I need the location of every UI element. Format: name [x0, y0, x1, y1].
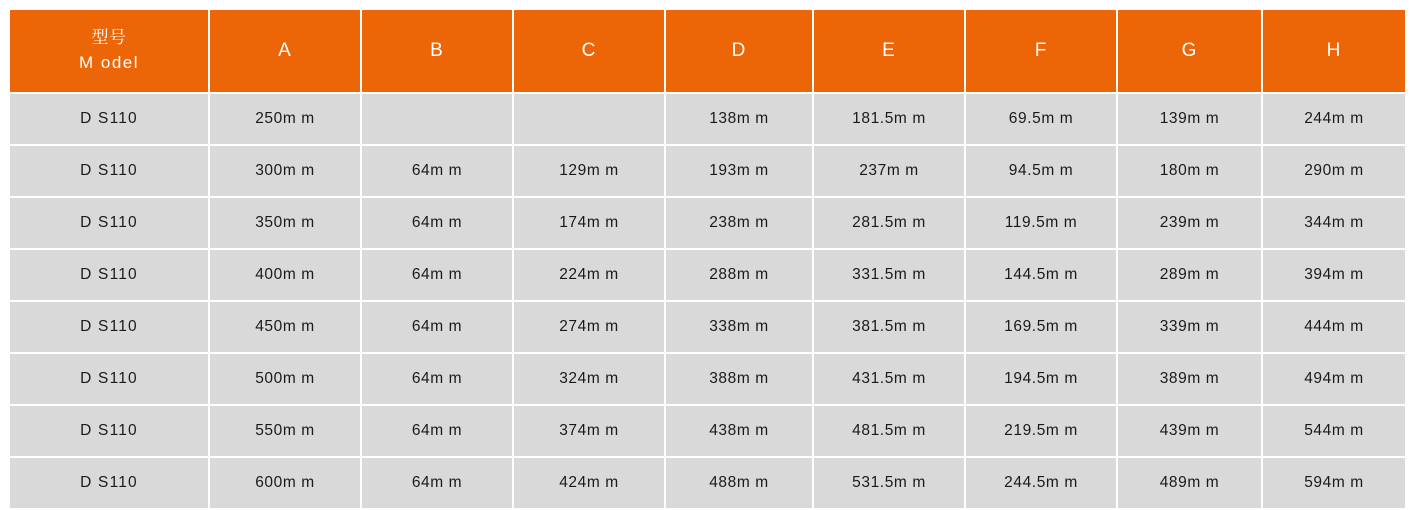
- cell-d: 388m m: [665, 353, 813, 405]
- table-row: [9, 353, 1406, 405]
- cell-c: 274m m: [513, 301, 665, 353]
- cell-h: 444m m: [1262, 301, 1406, 353]
- cell-d: 488m m: [665, 457, 813, 509]
- cell-g: 180m m: [1117, 145, 1262, 197]
- column-header-c: C: [513, 9, 665, 93]
- table-row: [9, 457, 1406, 509]
- column-header-model: [9, 9, 209, 93]
- cell-model: D S110: [9, 405, 209, 457]
- cell-h: 394m m: [1262, 249, 1406, 301]
- cell-d: 238m m: [665, 197, 813, 249]
- cell-e: 531.5m m: [813, 457, 965, 509]
- cell-f: 144.5m m: [965, 249, 1117, 301]
- specification-table: [8, 8, 1407, 510]
- table-row: [9, 301, 1406, 353]
- table-header-row: [9, 9, 1406, 93]
- cell-g: 389m m: [1117, 353, 1262, 405]
- cell-c: 374m m: [513, 405, 665, 457]
- cell-h: 594m m: [1262, 457, 1406, 509]
- cell-e: 381.5m m: [813, 301, 965, 353]
- cell-a: 550m m: [209, 405, 361, 457]
- cell-b: 64m m: [361, 405, 513, 457]
- cell-b: 64m m: [361, 457, 513, 509]
- cell-g: 239m m: [1117, 197, 1262, 249]
- cell-g: 339m m: [1117, 301, 1262, 353]
- cell-h: 544m m: [1262, 405, 1406, 457]
- cell-f: 194.5m m: [965, 353, 1117, 405]
- column-header-b: B: [361, 9, 513, 93]
- cell-f: 244.5m m: [965, 457, 1117, 509]
- column-header-a: A: [209, 9, 361, 93]
- cell-model: D S110: [9, 145, 209, 197]
- cell-a: 500m m: [209, 353, 361, 405]
- cell-e: 431.5m m: [813, 353, 965, 405]
- cell-model: D S110: [9, 93, 209, 145]
- cell-c: 424m m: [513, 457, 665, 509]
- table-row: [9, 145, 1406, 197]
- cell-g: 439m m: [1117, 405, 1262, 457]
- cell-a: 400m m: [209, 249, 361, 301]
- cell-a: 600m m: [209, 457, 361, 509]
- cell-c: [513, 93, 665, 145]
- cell-d: 338m m: [665, 301, 813, 353]
- cell-f: 69.5m m: [965, 93, 1117, 145]
- cell-h: 244m m: [1262, 93, 1406, 145]
- cell-b: 64m m: [361, 145, 513, 197]
- table-row: [9, 197, 1406, 249]
- column-header-e: E: [813, 9, 965, 93]
- cell-d: 138m m: [665, 93, 813, 145]
- table-row: [9, 249, 1406, 301]
- cell-f: 119.5m m: [965, 197, 1117, 249]
- column-header-h: H: [1262, 9, 1406, 93]
- table-header: [9, 9, 1406, 93]
- cell-h: 344m m: [1262, 197, 1406, 249]
- column-header-g: G: [1117, 9, 1262, 93]
- cell-model: D S110: [9, 197, 209, 249]
- cell-c: 174m m: [513, 197, 665, 249]
- cell-b: [361, 93, 513, 145]
- column-header-model-cn: 型号: [91, 28, 127, 48]
- cell-b: 64m m: [361, 301, 513, 353]
- cell-a: 300m m: [209, 145, 361, 197]
- cell-b: 64m m: [361, 353, 513, 405]
- cell-model: D S110: [9, 301, 209, 353]
- cell-e: 331.5m m: [813, 249, 965, 301]
- cell-c: 129m m: [513, 145, 665, 197]
- cell-f: 94.5m m: [965, 145, 1117, 197]
- cell-e: 481.5m m: [813, 405, 965, 457]
- cell-g: 289m m: [1117, 249, 1262, 301]
- cell-model: D S110: [9, 353, 209, 405]
- cell-c: 324m m: [513, 353, 665, 405]
- table-body: [9, 93, 1406, 509]
- cell-model: D S110: [9, 249, 209, 301]
- column-header-model-en: M odel: [78, 53, 140, 72]
- cell-f: 219.5m m: [965, 405, 1117, 457]
- column-header-f: F: [965, 9, 1117, 93]
- cell-d: 193m m: [665, 145, 813, 197]
- cell-h: 290m m: [1262, 145, 1406, 197]
- cell-g: 139m m: [1117, 93, 1262, 145]
- table-row: [9, 405, 1406, 457]
- cell-b: 64m m: [361, 249, 513, 301]
- cell-b: 64m m: [361, 197, 513, 249]
- cell-a: 250m m: [209, 93, 361, 145]
- cell-c: 224m m: [513, 249, 665, 301]
- cell-h: 494m m: [1262, 353, 1406, 405]
- cell-e: 237m m: [813, 145, 965, 197]
- cell-e: 181.5m m: [813, 93, 965, 145]
- cell-d: 438m m: [665, 405, 813, 457]
- table-row: [9, 93, 1406, 145]
- cell-a: 350m m: [209, 197, 361, 249]
- column-header-d: D: [665, 9, 813, 93]
- cell-a: 450m m: [209, 301, 361, 353]
- cell-e: 281.5m m: [813, 197, 965, 249]
- cell-model: D S110: [9, 457, 209, 509]
- cell-d: 288m m: [665, 249, 813, 301]
- cell-g: 489m m: [1117, 457, 1262, 509]
- cell-f: 169.5m m: [965, 301, 1117, 353]
